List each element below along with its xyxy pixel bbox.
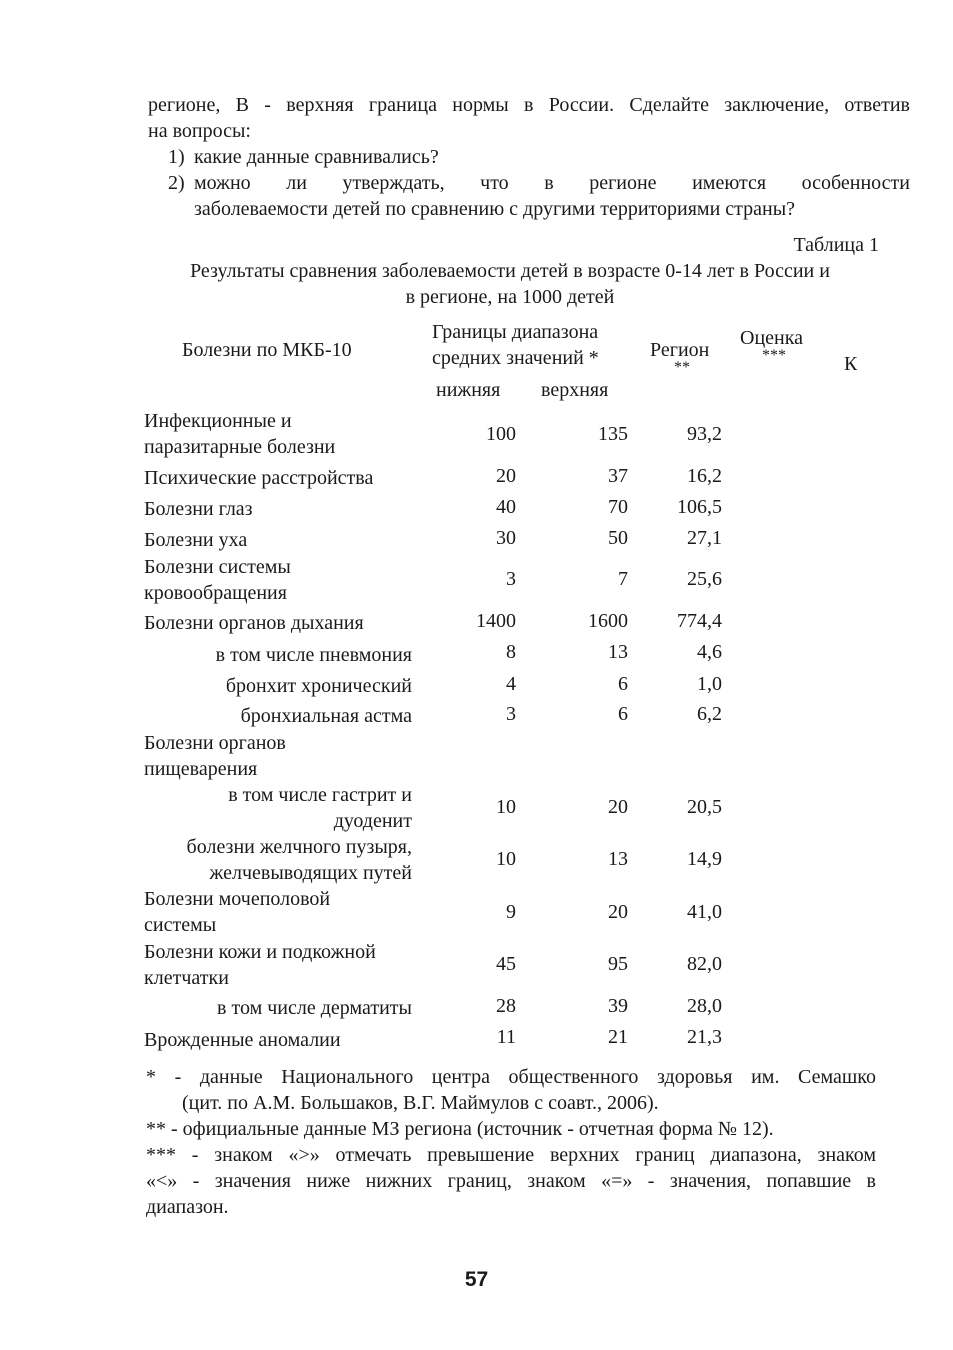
table-row-name bbox=[144, 730, 412, 782]
table-title-line-1: Результаты сравнения заболеваемости детей в возрасте 0-14 лет в России и bbox=[190, 260, 830, 282]
header-score-mark: *** bbox=[762, 347, 786, 364]
row-name-line: Болезни кожи и подкожной bbox=[144, 941, 376, 963]
footnote-2: ** - официальные данные МЗ региона (источник - отчетная форма № 12). bbox=[146, 1118, 774, 1140]
row-name-line: клетчатки bbox=[144, 967, 229, 989]
row-name-line: кровообращения bbox=[144, 582, 287, 604]
intro-line-1: регионе, В - верхняя граница нормы в России. Сделайте заключение, ответив bbox=[148, 94, 910, 116]
intro-line-2: на вопросы: bbox=[148, 120, 251, 142]
cell-region: 82,0 bbox=[687, 953, 722, 975]
table-row-name: в том числе пневмония bbox=[215, 644, 412, 666]
cell-high: 13 bbox=[608, 848, 628, 870]
footnote-3 bbox=[146, 1142, 876, 1220]
row-name-line: болезни желчного пузыря, bbox=[186, 836, 412, 858]
cell-high: 7 bbox=[618, 568, 628, 590]
footnote-3-line-1: *** - знаком «>» отмечать превышение верхних границ диапазона, знаком bbox=[146, 1144, 876, 1166]
cell-region: 1,0 bbox=[697, 673, 722, 695]
table-title-line-2: в регионе, на 1000 детей bbox=[405, 286, 615, 308]
cell-region: 16,2 bbox=[687, 465, 722, 487]
cell-region: 27,1 bbox=[687, 527, 722, 549]
table-row-name: Психические расстройства bbox=[144, 467, 374, 489]
row-name-line: Болезни мочеполовой bbox=[144, 888, 331, 910]
header-range-line-1: Границы диапазона bbox=[432, 321, 599, 343]
cell-region: 41,0 bbox=[687, 901, 722, 923]
question-2 bbox=[168, 170, 910, 222]
cell-high: 1600 bbox=[588, 610, 628, 632]
footnote-1 bbox=[146, 1064, 876, 1116]
cell-low: 11 bbox=[496, 1026, 516, 1048]
cell-high: 39 bbox=[608, 995, 628, 1017]
header-low: нижняя bbox=[436, 379, 501, 401]
row-name-line: Болезни органов bbox=[144, 732, 286, 754]
cell-low: 8 bbox=[506, 641, 516, 663]
question-2-line-1: можно ли утверждать, что в регионе имеются особенности bbox=[194, 172, 910, 194]
table-row-name: Болезни уха bbox=[144, 529, 248, 551]
cell-region: 20,5 bbox=[687, 796, 722, 818]
table-title bbox=[140, 258, 880, 310]
cell-region: 774,4 bbox=[677, 610, 722, 632]
header-region: Регион bbox=[650, 339, 710, 361]
page-number: 57 bbox=[464, 1268, 489, 1291]
cell-high: 50 bbox=[608, 527, 628, 549]
table-row-name: Болезни органов дыхания bbox=[144, 612, 364, 634]
cell-region: 6,2 bbox=[697, 703, 722, 725]
table-row-name: бронхит хронический bbox=[225, 675, 412, 697]
question-1 bbox=[168, 144, 910, 170]
table-row-name bbox=[144, 886, 412, 938]
row-name-line: пищеварения bbox=[144, 758, 258, 780]
header-high: верхняя bbox=[541, 379, 609, 401]
cell-high: 13 bbox=[608, 641, 628, 663]
footnote-1-line-1: * - данные Национального центра общественного здоровья им. Семашко bbox=[146, 1066, 876, 1088]
header-k: К bbox=[844, 353, 858, 375]
cell-low: 20 bbox=[496, 465, 516, 487]
row-name-line: системы bbox=[144, 914, 217, 936]
cell-high: 37 bbox=[608, 465, 628, 487]
table-row-name: в том числе дерматиты bbox=[217, 997, 412, 1019]
cell-high: 20 bbox=[608, 796, 628, 818]
cell-high: 95 bbox=[608, 953, 628, 975]
cell-low: 9 bbox=[506, 901, 516, 923]
row-name-line: желчевыводящих путей bbox=[209, 862, 412, 884]
cell-high: 70 bbox=[608, 496, 628, 518]
cell-high: 20 bbox=[608, 901, 628, 923]
table-row-name bbox=[144, 939, 412, 991]
cell-low: 10 bbox=[496, 796, 516, 818]
row-name-line: Инфекционные и bbox=[144, 410, 292, 432]
cell-region: 25,6 bbox=[687, 568, 722, 590]
question-1-number: 1) bbox=[168, 146, 185, 168]
cell-low: 4 bbox=[506, 673, 516, 695]
table-row-name: Врожденные аномалии bbox=[144, 1029, 341, 1051]
cell-low: 3 bbox=[506, 703, 516, 725]
row-name-line: дуоденит bbox=[333, 810, 412, 832]
cell-high: 135 bbox=[598, 423, 628, 445]
question-2-number: 2) bbox=[168, 172, 185, 194]
header-range-line-2: средних значений * bbox=[432, 347, 599, 369]
cell-low: 1400 bbox=[476, 610, 516, 632]
row-name-line: паразитарные болезни bbox=[144, 436, 336, 458]
cell-region: 93,2 bbox=[687, 423, 722, 445]
cell-high: 6 bbox=[618, 673, 628, 695]
header-score: Оценка bbox=[740, 327, 804, 349]
footnote-1-line-2: (цит. по А.М. Большаков, В.Г. Маймулов с соавт., 2006). bbox=[182, 1092, 659, 1114]
question-1-text: какие данные сравнивались? bbox=[194, 146, 439, 168]
cell-region: 14,9 bbox=[687, 848, 722, 870]
table-row-name: бронхиальная астма bbox=[240, 705, 412, 727]
header-region-mark: ** bbox=[674, 359, 690, 376]
cell-region: 21,3 bbox=[687, 1026, 722, 1048]
header-disease: Болезни по МКБ-10 bbox=[182, 339, 352, 361]
row-name-line: в том числе гастрит и bbox=[228, 784, 412, 806]
footnote-3-line-2: «<» - значения ниже нижних границ, знаком «=» - значения, попавшие в bbox=[146, 1170, 876, 1192]
table-row-name bbox=[144, 782, 412, 834]
cell-low: 3 bbox=[506, 568, 516, 590]
table-row-name bbox=[144, 834, 412, 886]
cell-region: 4,6 bbox=[697, 641, 722, 663]
cell-region: 28,0 bbox=[687, 995, 722, 1017]
table-row-name: Болезни глаз bbox=[144, 498, 253, 520]
question-2-line-2: заболеваемости детей по сравнению с другими территориями страны? bbox=[194, 198, 796, 220]
cell-high: 6 bbox=[618, 703, 628, 725]
row-name-line: Болезни системы bbox=[144, 556, 291, 578]
cell-low: 30 bbox=[496, 527, 516, 549]
cell-low: 10 bbox=[496, 848, 516, 870]
table-label: Таблица 1 bbox=[793, 234, 879, 256]
table-row-name bbox=[144, 408, 412, 460]
cell-low: 45 bbox=[496, 953, 516, 975]
cell-high: 21 bbox=[608, 1026, 628, 1048]
table-row-name bbox=[144, 554, 412, 606]
cell-low: 28 bbox=[496, 995, 516, 1017]
cell-low: 40 bbox=[496, 496, 516, 518]
cell-low: 100 bbox=[486, 423, 516, 445]
cell-region: 106,5 bbox=[677, 496, 722, 518]
footnote-3-line-3: диапазон. bbox=[146, 1196, 229, 1218]
